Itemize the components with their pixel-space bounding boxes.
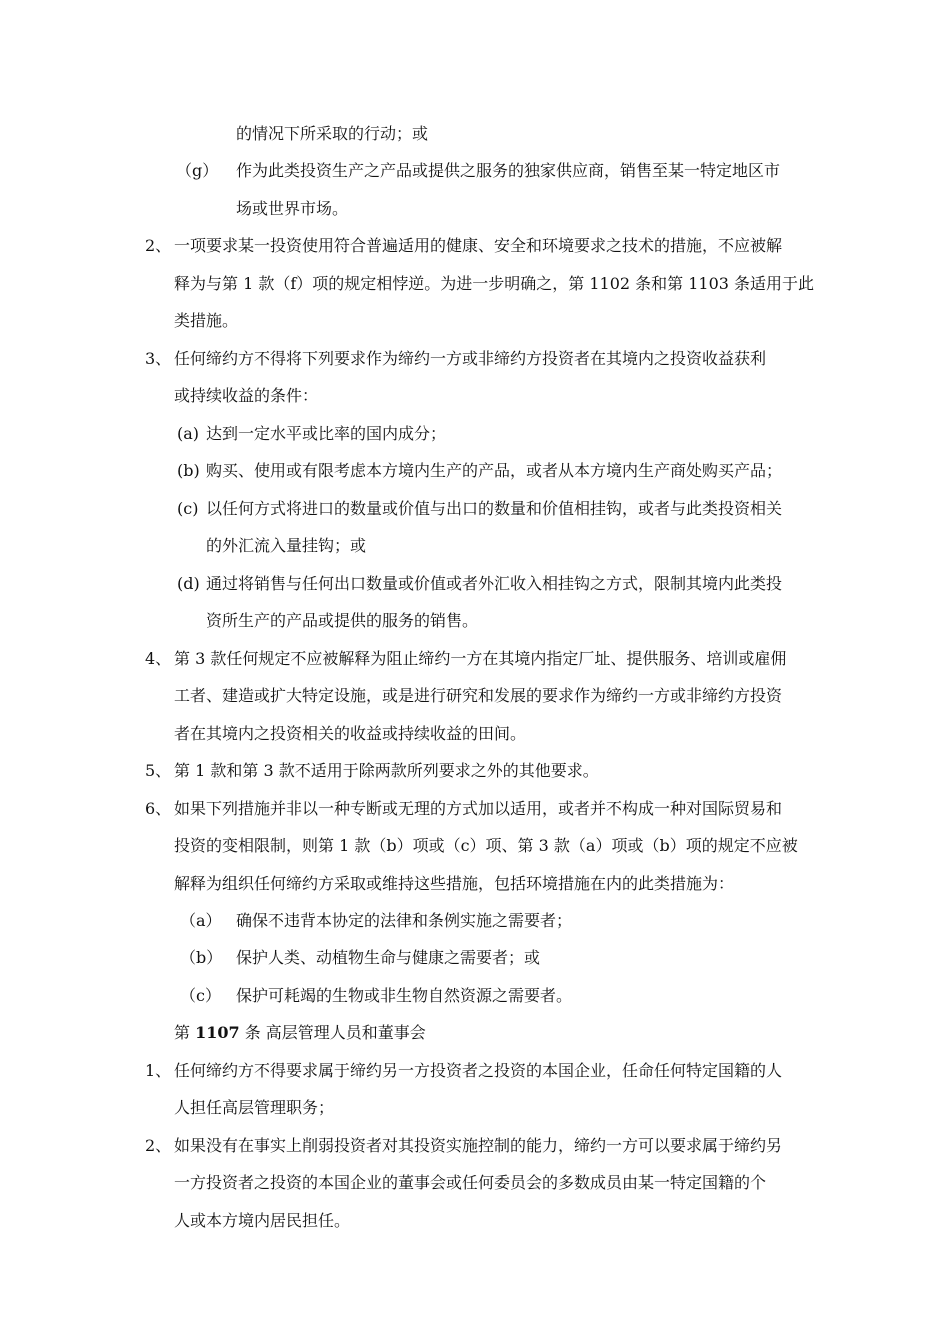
item-g-text: 场或世界市场。 bbox=[236, 199, 349, 218]
paragraph-marker: 1、 bbox=[145, 1061, 172, 1080]
paragraph-text: 一方投资者之投资的本国企业的董事会或任何委员会的多数成员由某一特定国籍的个 bbox=[174, 1173, 767, 1192]
item-g-text: 作为此类投资生产之产品或提供之服务的独家供应商，销售至某一特定地区市 bbox=[236, 161, 781, 180]
paragraph-text: 工者、建造或扩大特定设施，或是进行研究和发展的要求作为缔约一方或非缔约方投资 bbox=[174, 686, 783, 705]
paragraph-text: 解释为组织任何缔约方采取或维持这些措施，包括环境措施在内的此类措施为： bbox=[174, 874, 735, 893]
article-title: 条 高层管理人员和董事会 bbox=[239, 1023, 426, 1042]
paragraph-text: 第 3 款任何规定不应被解释为阻止缔约一方在其境内指定厂址、提供服务、培训或雇佣 bbox=[174, 649, 787, 668]
paragraph-marker: 5、 bbox=[145, 761, 172, 780]
item-marker: (c) bbox=[177, 499, 199, 518]
item-marker: （b） bbox=[180, 948, 223, 967]
paragraph-text: 者在其境内之投资相关的收益或持续收益的田间。 bbox=[174, 724, 527, 743]
item-text: 的外汇流入量挂钩；或 bbox=[206, 536, 367, 555]
paragraph-text: 一项要求某一投资使用符合普遍适用的健康、安全和环境要求之技术的措施，不应被解 bbox=[174, 236, 783, 255]
item-f-continuation: 的情况下所采取的行动；或 bbox=[236, 124, 429, 143]
paragraph-marker: 2、 bbox=[145, 236, 172, 255]
item-g-marker: （g） bbox=[176, 161, 219, 180]
paragraph-text: 人或本方境内居民担任。 bbox=[174, 1211, 351, 1230]
paragraph-text: 人担任高层管理职务； bbox=[174, 1098, 335, 1117]
item-marker: （c） bbox=[180, 986, 221, 1005]
paragraph-text: 任何缔约方不得要求属于缔约另一方投资者之投资的本国企业，任命任何特定国籍的人 bbox=[174, 1061, 783, 1080]
item-text: 以任何方式将进口的数量或价值与出口的数量和价值相挂钩，或者与此类投资相关 bbox=[206, 499, 783, 518]
item-text: 达到一定水平或比率的国内成分； bbox=[206, 424, 447, 443]
item-marker: （a） bbox=[180, 911, 222, 930]
paragraph-marker: 4、 bbox=[145, 649, 172, 668]
item-text: 保护可耗竭的生物或非生物自然资源之需要者。 bbox=[236, 986, 573, 1005]
item-marker: (d) bbox=[177, 574, 200, 593]
item-marker: (a) bbox=[177, 424, 200, 443]
article-prefix: 第 bbox=[174, 1023, 196, 1042]
paragraph-text: 如果没有在事实上削弱投资者对其投资实施控制的能力，缔约一方可以要求属于缔约另 bbox=[174, 1136, 783, 1155]
paragraph-text: 第 1 款和第 3 款不适用于除两款所列要求之外的其他要求。 bbox=[174, 761, 599, 780]
paragraph-text: 释为与第 1 款（f）项的规定相悖逆。为进一步明确之，第 1102 条和第 1103 条适用于此 bbox=[174, 274, 815, 293]
article-heading bbox=[174, 1023, 426, 1043]
paragraph-marker: 3、 bbox=[145, 349, 172, 368]
paragraph-text: 投资的变相限制，则第 1 款（b）项或（c）项、第 3 款（a）项或（b）项的规定不应被 bbox=[174, 836, 798, 855]
paragraph-text: 或持续收益的条件： bbox=[174, 386, 319, 405]
item-text: 资所生产的产品或提供的服务的销售。 bbox=[206, 611, 479, 630]
paragraph-text: 类措施。 bbox=[174, 311, 239, 330]
paragraph-marker: 2、 bbox=[145, 1136, 172, 1155]
item-text: 确保不违背本协定的法律和条例实施之需要者； bbox=[236, 911, 573, 930]
paragraph-marker: 6、 bbox=[145, 799, 172, 818]
article-number: 1107 bbox=[195, 1023, 240, 1042]
paragraph-text: 如果下列措施并非以一种专断或无理的方式加以适用，或者并不构成一种对国际贸易和 bbox=[174, 799, 783, 818]
item-text: 通过将销售与任何出口数量或价值或者外汇收入相挂钩之方式，限制其境内此类投 bbox=[206, 574, 783, 593]
item-marker: (b) bbox=[177, 461, 200, 480]
item-text: 保护人类、动植物生命与健康之需要者；或 bbox=[236, 948, 541, 967]
paragraph-text: 任何缔约方不得将下列要求作为缔约一方或非缔约方投资者在其境内之投资收益获利 bbox=[174, 349, 767, 368]
item-text: 购买、使用或有限考虑本方境内生产的产品，或者从本方境内生产商处购买产品； bbox=[206, 461, 783, 480]
